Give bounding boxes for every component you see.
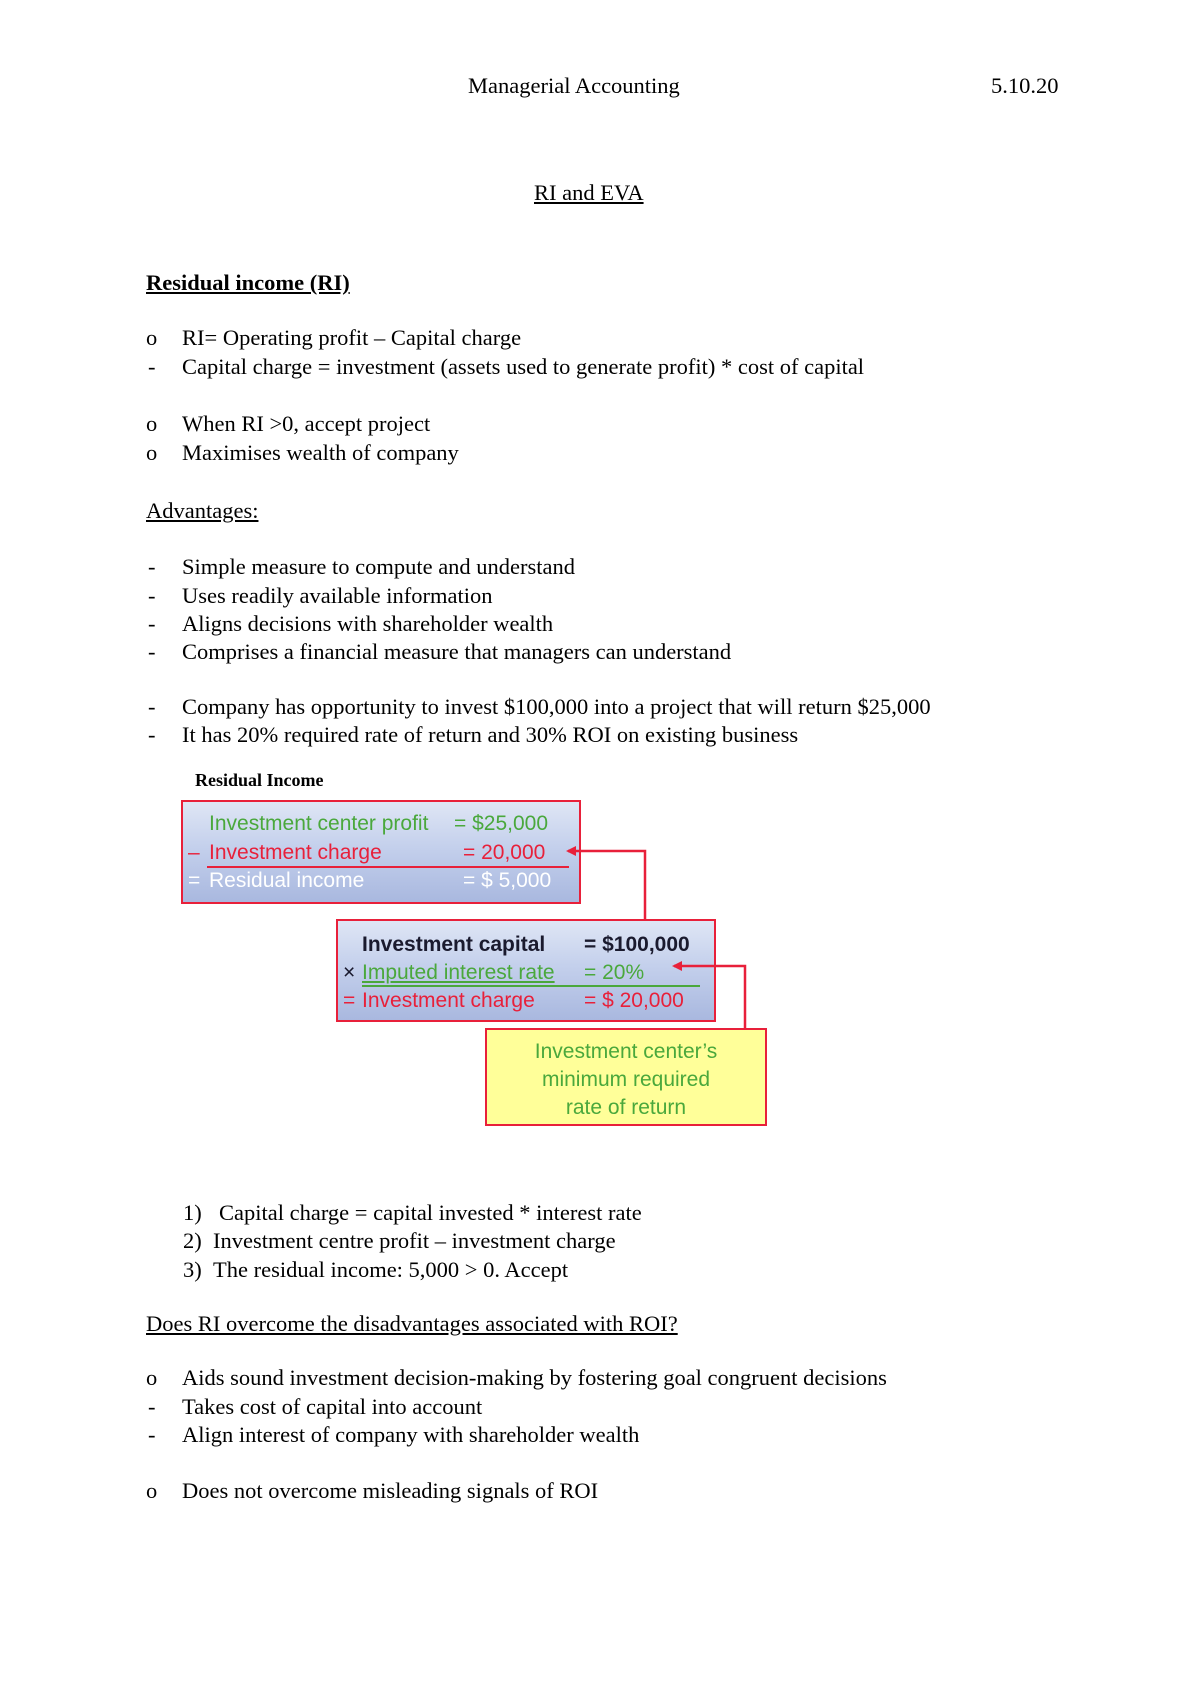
example-text: It has 20% required rate of return and 30% ROI on existing business [182,722,799,747]
bullet-marker: o [146,1365,158,1390]
bullet-text: Takes cost of capital into account [182,1394,483,1419]
section-heading-ri: Residual income (RI) [146,270,350,295]
dash-marker: - [148,694,156,719]
residual-income-label: Residual income [209,869,365,892]
investment-charge-label: Investment charge [209,841,382,864]
step-text: The residual income: 5,000 > 0. Accept [213,1257,569,1282]
investment-charge-box [336,919,716,1022]
page-title: RI and EVA [534,180,644,205]
min-return-note [485,1028,767,1126]
underline-bar [362,985,700,987]
residual-income-box [181,800,581,904]
investment-charge-value: = $ 20,000 [584,989,684,1012]
equals-sign: = [188,869,201,892]
underline-bar [207,866,569,868]
bullet-text: Capital charge = investment (assets used to generate profit) * cost of capital [182,354,865,379]
bullet-marker: - [148,1394,156,1419]
bullet-text: When RI >0, accept project [182,411,431,436]
bullet-text: Does not overcome misleading signals of ROI [182,1478,599,1503]
step-number: 1) [183,1200,202,1225]
note-line: rate of return [565,1096,687,1119]
investment-charge-value: = 20,000 [463,841,546,864]
investment-capital-label: Investment capital [362,933,546,956]
bullet-marker: - [148,1422,156,1447]
residual-income-value: = $ 5,000 [463,869,552,892]
dash-marker: - [148,554,156,579]
bullet-text: Aids sound investment decision-making by fostering goal congruent decisions [182,1365,887,1390]
example-text: Company has opportunity to invest $100,000 into a project that will return $25,000 [182,694,931,719]
minus-sign: – [188,841,200,864]
dash-marker: - [148,639,156,664]
times-sign: × [343,961,356,984]
step-number: 2) [183,1228,202,1253]
dash-marker: - [148,722,156,747]
bullet-text: RI= Operating profit – Capital charge [182,325,522,350]
note-line: Investment center’s [534,1040,718,1063]
header-date: 5.10.20 [991,73,1059,98]
step-number: 3) [183,1257,202,1282]
equals-sign: = [343,989,356,1012]
diagram-title: Residual Income [195,770,324,790]
bullet-marker: o [146,440,158,465]
bullet-marker: o [146,325,158,350]
advantages-heading: Advantages: [146,498,259,523]
header-course: Managerial Accounting [468,73,680,98]
advantage-text: Comprises a financial measure that managers can understand [182,639,732,664]
section-heading-roi: Does RI overcome the disadvantages associated with ROI? [146,1311,678,1336]
investment-charge-label: Investment charge [362,989,535,1012]
bullet-marker: o [146,1478,158,1503]
investment-capital-value: = $100,000 [584,933,690,956]
bullet-text: Align interest of company with shareholder wealth [182,1422,640,1447]
note-line: minimum required [541,1068,711,1091]
profit-value: = $25,000 [454,812,549,835]
profit-label: Investment center profit [209,812,429,835]
dash-marker: - [148,611,156,636]
advantage-text: Simple measure to compute and understand [182,554,576,579]
advantage-text: Uses readily available information [182,583,493,608]
bullet-marker: - [148,354,156,379]
interest-rate-label: Imputed interest rate [362,961,555,984]
interest-rate-value: = 20% [584,961,645,984]
step-text: Capital charge = capital invested * interest rate [219,1200,642,1225]
bullet-text: Maximises wealth of company [182,440,459,465]
advantage-text: Aligns decisions with shareholder wealth [182,611,554,636]
step-text: Investment centre profit – investment charge [213,1228,616,1253]
bullet-marker: o [146,411,158,436]
dash-marker: - [148,583,156,608]
